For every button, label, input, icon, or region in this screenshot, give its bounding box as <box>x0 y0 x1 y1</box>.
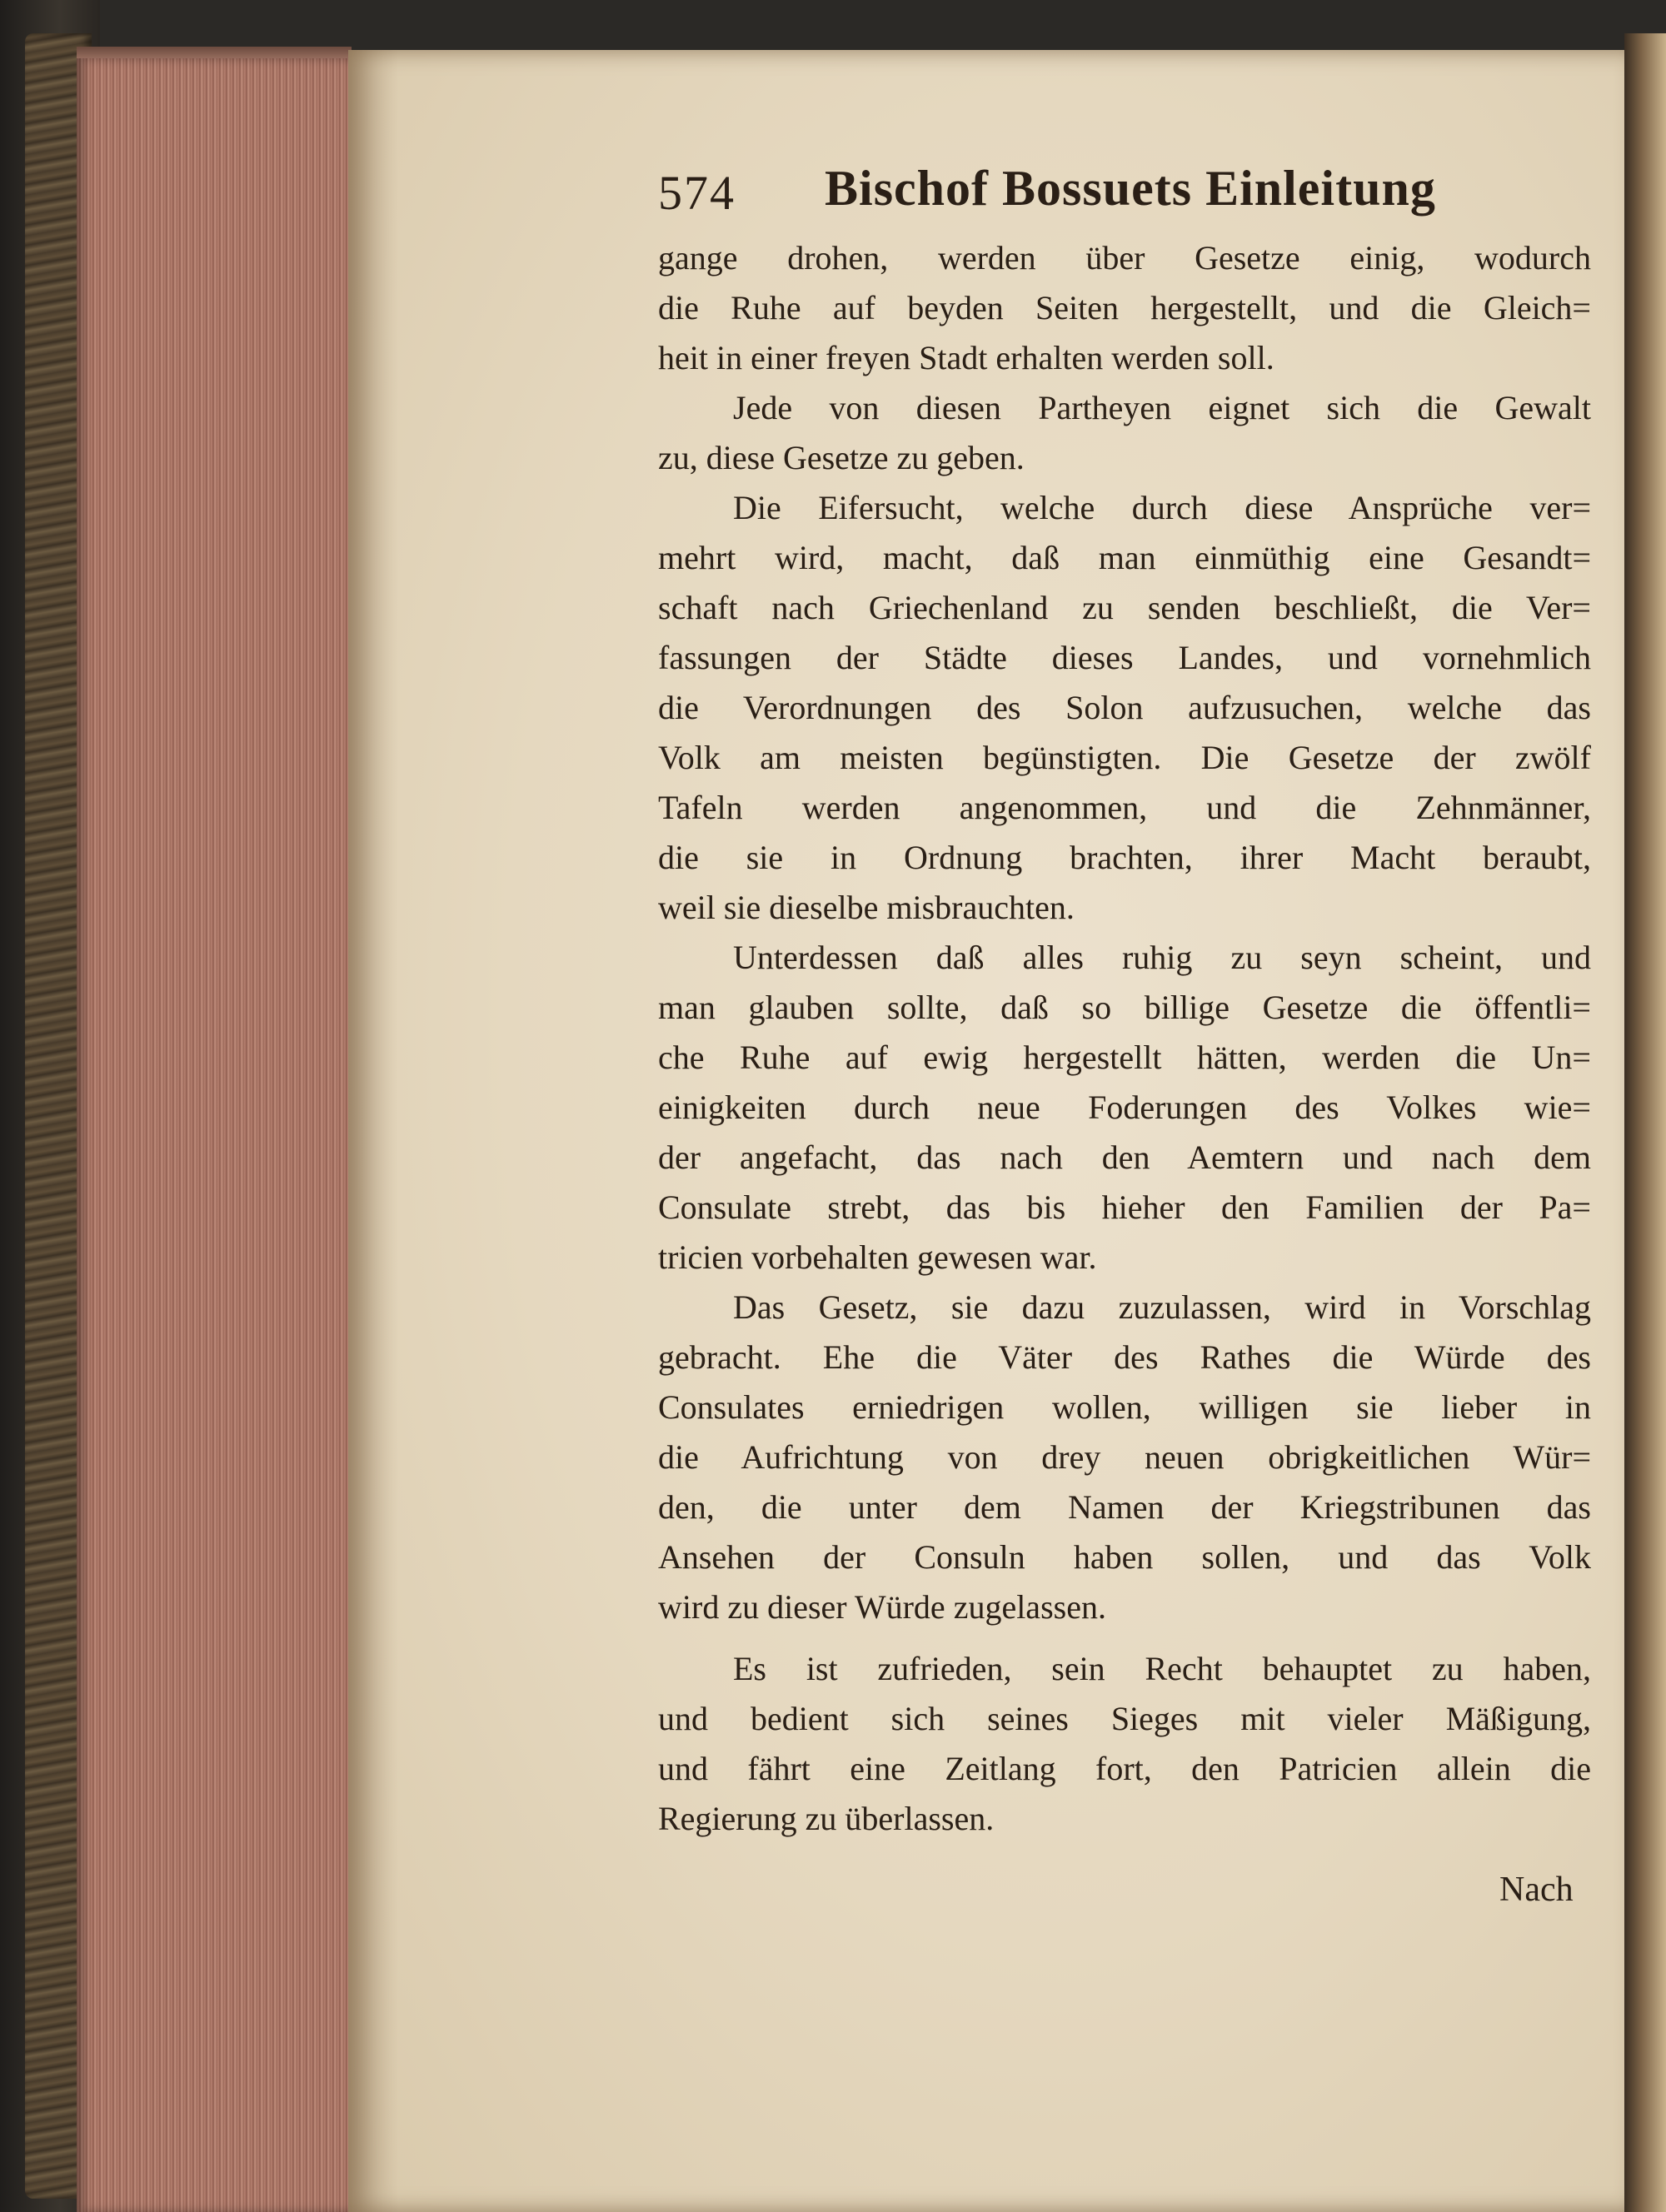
text-line: die sie in Ordnung brachten, ihrer Macht beraubt, <box>658 839 1591 876</box>
paragraph <box>658 483 1591 933</box>
paragraph <box>658 1283 1591 1632</box>
text-line: zu, diese Gesetze zu geben. <box>658 439 1025 476</box>
text-line: und bedient sich seines Sieges mit vieler Mäßigung, <box>658 1700 1591 1737</box>
catchword: Nach <box>1499 1871 1574 1909</box>
text-line: gebracht. Ehe die Väter des Rathes die Würde des <box>658 1338 1591 1376</box>
text-line: der angefacht, das nach den Aemtern und nach dem <box>658 1138 1591 1176</box>
text-block <box>658 142 1591 1909</box>
text-line: man glauben sollte, daß so billige Gesetze die öffentli= <box>658 989 1591 1026</box>
text-line: tricien vorbehalten gewesen war. <box>658 1238 1097 1276</box>
page-edges <box>77 58 352 2212</box>
text-line: mehrt wird, macht, daß man einmüthig eine Gesandt= <box>658 539 1591 576</box>
text-line: fassungen der Städte dieses Landes, und vornehmlich <box>658 639 1591 676</box>
text-line: die Verordnungen des Solon aufzusuchen, welche das <box>658 689 1591 726</box>
page-shadow <box>348 50 398 2212</box>
text-line: Ansehen der Consuln haben sollen, und das Volk <box>658 1538 1591 1576</box>
text-line: gange drohen, werden über Gesetze einig, wodurch <box>658 239 1591 276</box>
text-line: Jede von diesen Partheyen eignet sich die Gewalt <box>733 389 1591 426</box>
text-line: die Aufrichtung von drey neuen obrigkeitlichen Wür= <box>658 1438 1591 1476</box>
paragraph <box>658 233 1591 383</box>
text-line: und fährt eine Zeitlang fort, den Patricien allein die <box>658 1750 1591 1787</box>
text-line: schaft nach Griechenland zu senden beschließt, die Ver= <box>658 589 1591 626</box>
paragraph-gap <box>658 1632 1591 1644</box>
text-line: che Ruhe auf ewig hergestellt hätten, werden die Un= <box>658 1039 1591 1076</box>
text-line: den, die unter dem Namen der Kriegstribunen das <box>658 1488 1591 1526</box>
text-line: weil sie dieselbe misbrauchten. <box>658 889 1075 926</box>
text-line: die Ruhe auf beyden Seiten hergestellt, und die Gleich= <box>658 289 1591 326</box>
text-line: Consulates erniedrigen wollen, willigen sie lieber in <box>658 1388 1591 1426</box>
text-line: Tafeln werden angenommen, und die Zehnmänner, <box>658 789 1591 826</box>
text-line: wird zu dieser Würde zugelassen. <box>658 1588 1106 1626</box>
text-line: Regierung zu überlassen. <box>658 1800 995 1837</box>
paragraph <box>658 933 1591 1283</box>
text-line: einigkeiten durch neue Foderungen des Volkes wie= <box>658 1089 1591 1126</box>
text-line: Unterdessen daß alles ruhig zu seyn scheint, und <box>733 939 1591 976</box>
text-line: Es ist zufrieden, sein Recht behauptet zu haben, <box>733 1650 1591 1687</box>
paragraph <box>658 1644 1591 1844</box>
text-line: heit in einer freyen Stadt erhalten werden soll. <box>658 339 1274 376</box>
running-title: Bischof Bossuets Einleitung <box>825 161 1436 216</box>
text-line: Volk am meisten begünstigten. Die Gesetze der zwölf <box>658 739 1591 776</box>
text-line: Die Eifersucht, welche durch diese Ansprüche ver= <box>733 489 1591 526</box>
page-header <box>658 142 1591 233</box>
paragraph <box>658 383 1591 483</box>
gutter <box>1624 33 1666 2212</box>
text-line: Consulate strebt, das bis hieher den Familien der Pa= <box>658 1188 1591 1226</box>
text-line: Das Gesetz, sie dazu zuzulassen, wird in Vorschlag <box>733 1288 1591 1326</box>
page-number: 574 <box>658 166 736 220</box>
